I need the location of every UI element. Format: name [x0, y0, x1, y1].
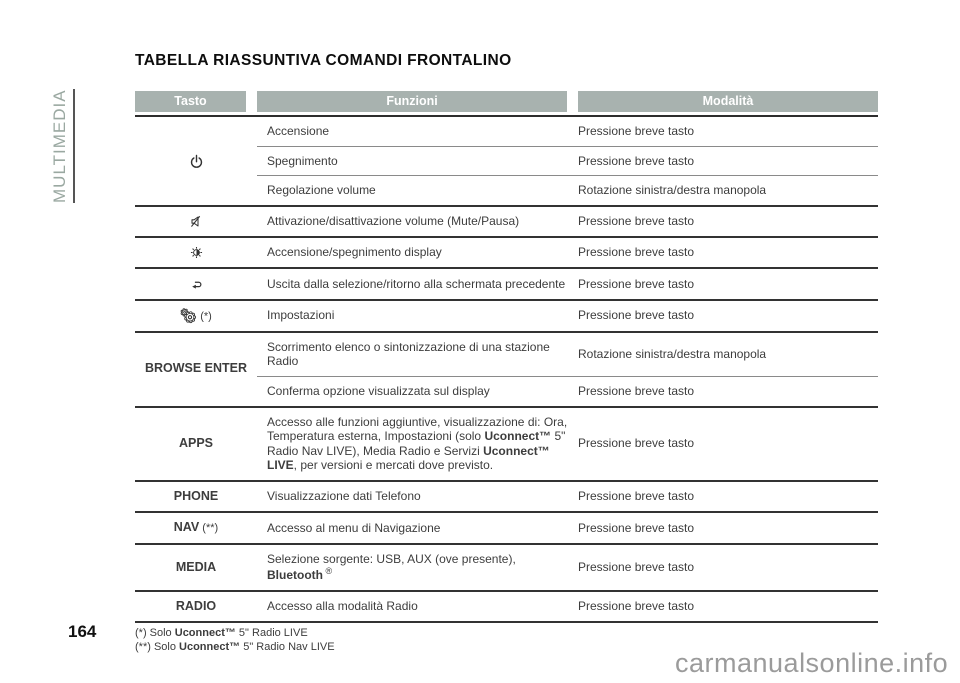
button-label: NAV — [173, 520, 200, 535]
modalita-cell: Pressione breve tasto — [578, 300, 878, 332]
table-row — [135, 332, 878, 377]
table-header-label: Funzioni — [257, 91, 567, 112]
tasto-cell — [135, 268, 257, 299]
table-row — [135, 407, 878, 482]
button-label: APPS — [178, 436, 214, 451]
funzione-cell: Impostazioni — [257, 300, 578, 332]
modalita-cell: Pressione breve tasto — [578, 407, 878, 482]
funzione-cell: Attivazione/disattivazione volume (Mute/Pausa) — [257, 206, 578, 237]
button-label: RADIO — [175, 598, 217, 613]
tasto-cell — [135, 544, 257, 591]
modalita-cell: Pressione breve tasto — [578, 481, 878, 512]
table-header-label: Tasto — [135, 91, 246, 112]
footnote-line: (*) Solo Uconnect™ 5" Radio LIVE — [135, 627, 308, 640]
footnote-marker: (**) — [199, 522, 219, 535]
table-header-cell-tasto — [135, 91, 257, 116]
button-label: PHONE — [173, 489, 219, 503]
footnote-line: (**) Solo Uconnect™ 5" Radio Nav LIVE — [135, 641, 335, 654]
modalita-cell: Pressione breve tasto — [578, 146, 878, 176]
funzione-cell: Accensione — [257, 116, 578, 146]
tasto-cell — [135, 300, 257, 332]
power-icon — [189, 154, 204, 169]
modalita-cell: Pressione breve tasto — [578, 206, 878, 237]
table-row — [135, 206, 878, 237]
table-row — [135, 512, 878, 543]
table-row — [135, 481, 878, 512]
funzione-cell: Accensione/spegnimento display — [257, 237, 578, 268]
table-header — [135, 91, 878, 116]
table-row — [135, 237, 878, 268]
modalita-cell: Pressione breve tasto — [578, 512, 878, 543]
funzione-cell: Scorrimento elenco o sintonizzazione di una stazione Radio — [257, 332, 578, 377]
funzione-cell: Selezione sorgente: USB, AUX (ove presente), Bluetooth ® — [257, 544, 578, 591]
display-brightness-icon — [189, 245, 204, 260]
table-header-label: Modalità — [578, 91, 878, 112]
table-row — [135, 544, 878, 591]
button-label: BROWSE ENTER — [144, 361, 248, 376]
funzione-cell: Regolazione volume — [257, 176, 578, 206]
modalita-cell: Pressione breve tasto — [578, 237, 878, 268]
footnotes — [135, 626, 878, 655]
modalita-cell: Pressione breve tasto — [578, 544, 878, 591]
funzione-cell: Accesso alle funzioni aggiuntive, visualizzazione di: Ora, Temperatura esterna, Impostazioni (solo Uconnect™ 5" Radio Nav LIVE), Media Radio e Servizi Uconnect™ LIVE, per versioni e mercati dove previsto. — [257, 407, 578, 482]
back-arrow-icon — [189, 277, 204, 292]
footnote-marker: (*) — [197, 309, 212, 322]
button-label: MEDIA — [175, 559, 217, 574]
modalita-cell: Pressione breve tasto — [578, 268, 878, 299]
table-row — [135, 268, 878, 299]
tasto-cell — [135, 591, 257, 622]
funzione-cell: Conferma opzione visualizzata sul display — [257, 376, 578, 406]
manual-page-content — [135, 48, 878, 655]
table-row — [135, 116, 878, 146]
table-row — [135, 591, 878, 622]
funzione-cell: Visualizzazione dati Telefono — [257, 481, 578, 512]
sidebar-section-label: MULTIMEDIA — [50, 89, 75, 203]
modalita-cell: Rotazione sinistra/destra manopola — [578, 332, 878, 377]
table-header-cell-funzioni — [257, 91, 578, 116]
table-header-cell-modalit — [578, 91, 878, 116]
funzione-cell: Spegnimento — [257, 146, 578, 176]
modalita-cell: Pressione breve tasto — [578, 116, 878, 146]
tasto-cell — [135, 407, 257, 482]
tasto-cell — [135, 332, 257, 407]
modalita-cell: Rotazione sinistra/destra manopola — [578, 176, 878, 206]
table-row — [135, 300, 878, 332]
modalita-cell: Pressione breve tasto — [578, 591, 878, 622]
watermark: carmanualsonline.info — [675, 648, 949, 678]
front-panel-commands-table — [135, 91, 878, 623]
funzione-cell: Uscita dalla selezione/ritorno alla schermata precedente — [257, 268, 578, 299]
mute-icon — [189, 214, 204, 229]
tasto-cell — [135, 116, 257, 206]
modalita-cell: Pressione breve tasto — [578, 376, 878, 406]
page-title: TABELLA RIASSUNTIVA COMANDI FRONTALINO — [135, 52, 512, 69]
funzione-cell: Accesso alla modalità Radio — [257, 591, 578, 622]
tasto-cell — [135, 512, 257, 543]
tasto-cell — [135, 481, 257, 512]
tasto-cell — [135, 206, 257, 237]
funzione-cell: Accesso al menu di Navigazione — [257, 512, 578, 543]
page-number: 164 — [68, 622, 97, 641]
settings-gears-icon — [180, 308, 197, 324]
tasto-cell — [135, 237, 257, 268]
